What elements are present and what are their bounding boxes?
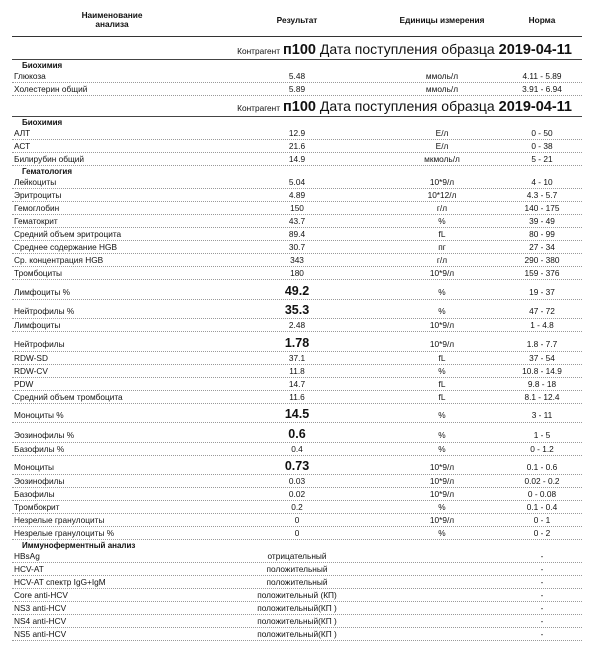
unit: Е/л [435, 141, 449, 151]
table-row [12, 404, 582, 424]
result-value: 30.7 [288, 242, 306, 252]
unit: % [438, 286, 446, 297]
norm-range: 3 - 11 [531, 410, 553, 420]
norm-range: 1 - 4.8 [530, 320, 554, 330]
analysis-name: Глюкоза [14, 71, 46, 81]
analysis-name: Незрелые гранулоциты [14, 515, 105, 525]
section-title: Иммуноферментный анализ [22, 540, 136, 550]
norm-range: 8.1 - 12.4 [524, 391, 560, 402]
analysis-name: Core anti-HCV [14, 590, 68, 600]
analysis-name: HBsAg [14, 551, 40, 561]
norm-range: 290 - 380 [524, 255, 560, 265]
norm-range: 0 - 2 [533, 528, 551, 538]
norm-range: 19 - 37 [529, 286, 555, 297]
result-value: 0 [294, 528, 300, 538]
norm-range: 159 - 376 [524, 268, 560, 278]
norm-range: 1 - 5 [533, 429, 551, 440]
table-row [12, 488, 582, 501]
result-value: 35.3 [284, 303, 310, 317]
analysis-name: Холестерин общий [14, 84, 88, 94]
unit: 10*9/л [429, 320, 455, 330]
result-value: 89.4 [288, 229, 306, 239]
norm-range: 0 - 1 [533, 515, 551, 525]
result-value: 1.78 [284, 335, 310, 350]
norm-range: 0 - 50 [531, 128, 553, 138]
table-row [12, 527, 582, 540]
date-label: Дата поступления образца [319, 98, 495, 114]
analysis-name: АЛТ [14, 128, 31, 138]
table-row [12, 127, 582, 140]
unit: fL [438, 229, 446, 239]
unit: 10*9/л [429, 268, 455, 278]
unit: 10*9/л [429, 489, 455, 499]
table-row [12, 319, 582, 332]
analysis-name: RDW-CV [14, 365, 48, 376]
result-value: 0.2 [291, 502, 303, 512]
analysis-name: Эозинофилы % [14, 429, 75, 440]
table-row [12, 563, 582, 576]
norm-range: 27 - 34 [529, 242, 555, 252]
table-row [12, 423, 582, 443]
table-row [12, 365, 582, 378]
norm-range: 9.8 - 18 [527, 378, 557, 389]
date-value: 2019-04-11 [498, 42, 572, 58]
norm-range: 39 - 49 [529, 216, 555, 226]
result-value: положительный [266, 577, 328, 587]
table-row [12, 254, 582, 267]
norm-range: 37 - 54 [529, 352, 555, 363]
analysis-name: Базофилы [14, 489, 55, 499]
result-value: положительный(КП ) [257, 616, 337, 626]
norm-range: - [540, 616, 544, 626]
unit: ммоль/л [425, 84, 459, 94]
header-name: Наименование анализа [81, 10, 143, 29]
result-value: 0 [294, 515, 300, 525]
unit: 10*12/л [427, 190, 457, 200]
result-value: 5.89 [288, 84, 306, 94]
norm-range: 10.8 - 14.9 [522, 365, 562, 376]
unit: % [438, 410, 446, 420]
table-body [12, 39, 582, 641]
norm-range: 47 - 72 [529, 306, 555, 316]
result-value: отрицательный [267, 551, 327, 561]
analysis-name: Гематокрит [14, 216, 58, 226]
result-value: 14.7 [288, 378, 306, 389]
table-row [12, 332, 582, 352]
lab-results-sheet [12, 4, 582, 641]
table-row [12, 456, 582, 476]
section-title: Биохимия [22, 60, 63, 70]
unit: г/л [436, 255, 448, 265]
contractor-label: Контрагент [237, 103, 281, 113]
result-value: 180 [290, 268, 304, 278]
table-row [12, 628, 582, 641]
result-value: 0.6 [288, 426, 306, 441]
norm-range: 0 - 0.08 [527, 489, 557, 499]
unit: 10*9/л [429, 462, 455, 472]
date-value: 2019-04-11 [498, 99, 572, 115]
unit: % [438, 306, 446, 316]
result-value: 37.1 [288, 352, 306, 363]
result-value: 49.2 [284, 283, 310, 298]
contractor-id: п100 [283, 42, 316, 58]
norm-range: - [540, 564, 544, 574]
norm-range: 0 - 38 [531, 141, 553, 151]
table-row [12, 475, 582, 488]
analysis-name: Гемоглобин [14, 203, 60, 213]
norm-range: 80 - 99 [529, 229, 555, 239]
result-value: 12.9 [288, 128, 306, 138]
table-row [12, 189, 582, 202]
unit: мкмоль/л [424, 154, 460, 164]
result-value: 5.48 [288, 71, 306, 81]
table-row [12, 176, 582, 189]
contractor-label: Контрагент [237, 46, 281, 56]
result-value: 0.73 [284, 459, 310, 473]
table-row [12, 280, 582, 300]
unit: % [438, 502, 446, 512]
norm-range: 5 - 21 [531, 154, 553, 164]
norm-range: 4.3 - 5.7 [526, 190, 558, 200]
norm-range: - [540, 577, 544, 587]
analysis-name: Нейтрофилы [14, 338, 65, 349]
result-value: 2.48 [288, 320, 306, 330]
table-row [12, 153, 582, 166]
table-row [12, 140, 582, 153]
analysis-name: Моноциты [14, 462, 54, 472]
unit: fL [438, 378, 446, 389]
analysis-name: Билирубин общий [14, 154, 85, 164]
contractor-id: п100 [283, 99, 316, 115]
unit: % [438, 443, 446, 454]
section-title: Гематология [22, 166, 73, 176]
analysis-name: PDW [14, 378, 34, 389]
norm-range: - [540, 629, 544, 639]
unit: г/л [436, 203, 448, 213]
contractor-info [283, 41, 572, 59]
norm-range: 0.1 - 0.6 [526, 462, 558, 472]
unit: fL [438, 391, 446, 402]
unit: % [438, 216, 446, 226]
analysis-name: HCV-AT спектр IgG+IgM [14, 577, 106, 587]
table-row [12, 202, 582, 215]
norm-range: 140 - 175 [524, 203, 560, 213]
norm-range: 0 - 1.2 [530, 443, 554, 454]
analysis-name: Лейкоциты [14, 177, 57, 187]
header-norm: Норма [528, 14, 556, 25]
result-value: 343 [290, 255, 304, 265]
table-header [12, 4, 582, 37]
analysis-name: NS3 anti-HCV [14, 603, 67, 613]
table-row [12, 215, 582, 228]
norm-range: - [540, 590, 544, 600]
table-row [12, 602, 582, 615]
result-value: 0.02 [288, 489, 306, 499]
analysis-name: Эритроциты [14, 190, 62, 200]
result-value: 14.5 [284, 407, 310, 421]
analysis-name: Моноциты % [14, 410, 64, 420]
header-result: Результат [276, 14, 318, 25]
result-value: 5.04 [288, 177, 306, 187]
analysis-name: Ср. концентрация HGB [14, 255, 104, 265]
unit: Е/л [435, 128, 449, 138]
table-row [12, 501, 582, 514]
contractor-info [283, 98, 572, 116]
unit: % [438, 365, 446, 376]
norm-range: - [540, 603, 544, 613]
table-row [12, 615, 582, 628]
table-row [12, 70, 582, 83]
analysis-name: NS5 anti-HCV [14, 629, 67, 639]
analysis-name: Лимфоциты [14, 320, 61, 330]
result-value: положительный(КП ) [257, 603, 337, 613]
header-units: Единицы измерения [399, 14, 485, 25]
norm-range: 3.91 - 6.94 [522, 84, 562, 94]
analysis-name: Среднее содержание HGB [14, 242, 118, 252]
section-title: Биохимия [22, 117, 63, 127]
unit: 10*9/л [429, 177, 455, 187]
table-row [12, 83, 582, 96]
result-value: положительный (КП) [257, 590, 337, 600]
contractor-line [12, 96, 582, 117]
result-value: 0.03 [288, 476, 306, 486]
result-value: 21.6 [288, 141, 306, 151]
analysis-name: Средний объем тромбоцита [14, 391, 123, 402]
analysis-name: АСТ [14, 141, 31, 151]
analysis-name: Эозинофилы [14, 476, 65, 486]
unit: % [438, 528, 446, 538]
norm-range: 0.1 - 0.4 [526, 502, 558, 512]
analysis-name: Незрелые гранулоциты % [14, 528, 115, 538]
table-row [12, 241, 582, 254]
analysis-name: HCV-AT [14, 564, 44, 574]
analysis-name: Лимфоциты % [14, 286, 71, 297]
table-row [12, 267, 582, 280]
analysis-name: Средний объем эритроцита [14, 229, 122, 239]
result-value: 4.89 [288, 190, 306, 200]
result-value: положительный [266, 564, 328, 574]
contractor-line [12, 39, 582, 60]
norm-range: 1.8 - 7.7 [526, 338, 558, 349]
table-row [12, 352, 582, 365]
result-value: 0.4 [291, 443, 303, 454]
unit: ммоль/л [425, 71, 459, 81]
table-row [12, 589, 582, 602]
norm-range: 0.02 - 0.2 [524, 476, 560, 486]
norm-range: - [540, 551, 544, 561]
table-row [12, 228, 582, 241]
unit: пг [438, 242, 446, 252]
table-row [12, 443, 582, 456]
unit: 10*9/л [429, 476, 455, 486]
result-value: 11.8 [289, 365, 305, 376]
table-row [12, 514, 582, 527]
analysis-name: Базофилы % [14, 443, 65, 454]
result-value: 14.9 [288, 154, 306, 164]
norm-range: 4 - 10 [531, 177, 553, 187]
table-row [12, 550, 582, 563]
result-value: 11.6 [289, 391, 305, 402]
unit: % [438, 429, 446, 440]
date-label: Дата поступления образца [319, 41, 495, 57]
result-value: 43.7 [288, 216, 306, 226]
analysis-name: NS4 anti-HCV [14, 616, 67, 626]
unit: 10*9/л [429, 515, 455, 525]
table-row [12, 300, 582, 320]
table-row [12, 378, 582, 391]
result-value: положительный(КП ) [257, 629, 337, 639]
analysis-name: RDW-SD [14, 352, 48, 363]
unit: fL [438, 352, 446, 363]
norm-range: 4.11 - 5.89 [522, 71, 562, 81]
analysis-name: Тромбокрит [14, 502, 60, 512]
table-row [12, 391, 582, 404]
unit: 10*9/л [429, 338, 455, 349]
analysis-name: Нейтрофилы % [14, 306, 75, 316]
analysis-name: Тромбоциты [14, 268, 62, 278]
table-row [12, 576, 582, 589]
result-value: 150 [290, 203, 304, 213]
